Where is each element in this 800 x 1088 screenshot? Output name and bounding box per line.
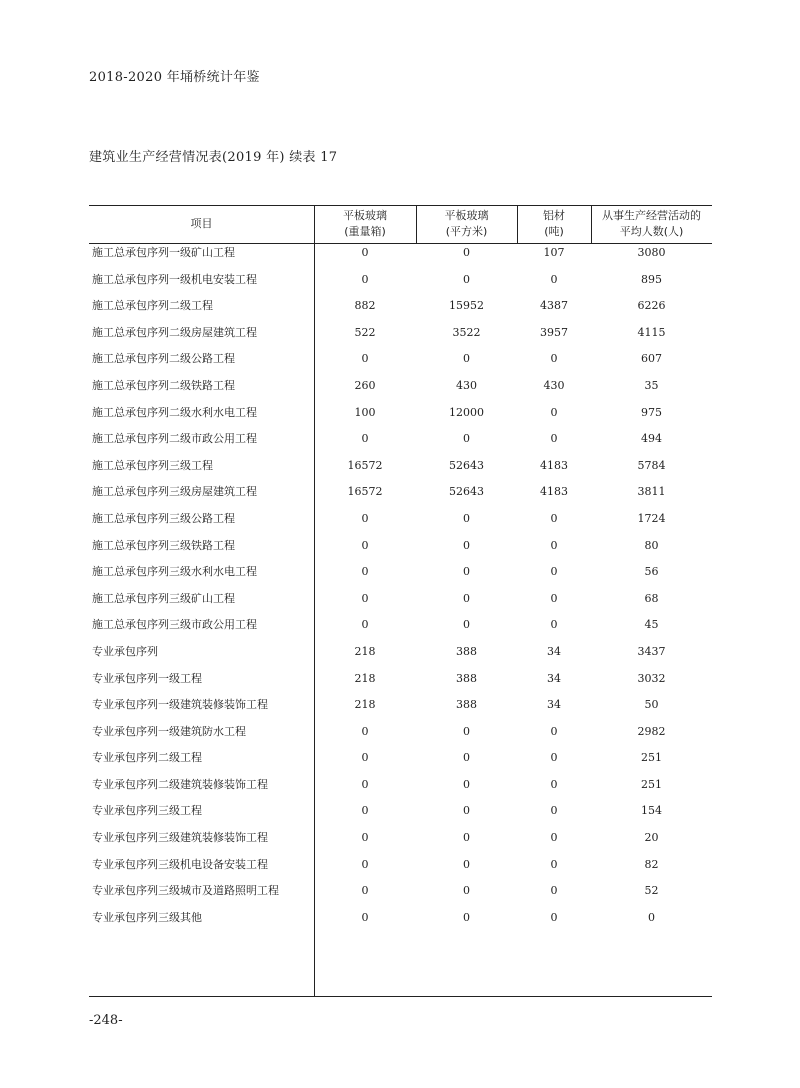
cell-flat-glass-sqm: 388 [456, 644, 477, 658]
cell-flat-glass-boxes: 522 [354, 325, 376, 339]
table-row [89, 562, 712, 589]
cell-flat-glass-sqm: 388 [456, 671, 477, 685]
cell-aluminum-tons: 0 [550, 565, 558, 579]
header-line: 从事生产经营活动的 [602, 209, 701, 222]
cell-aluminum-tons: 4183 [540, 458, 568, 472]
cell-flat-glass-sqm: 0 [463, 246, 470, 259]
row-label: 专业承包序列三级机电设备安装工程 [92, 857, 268, 871]
row-label: 施工总承包序列二级工程 [92, 299, 213, 313]
header-average-employees [591, 205, 712, 243]
cell-aluminum-tons: 430 [543, 378, 565, 392]
cell-flat-glass-boxes: 0 [361, 857, 369, 871]
cell-average-employees: 494 [641, 432, 662, 446]
cell-aluminum-tons: 0 [550, 724, 558, 738]
table-row [89, 482, 712, 509]
cell-flat-glass-boxes: 0 [361, 272, 369, 286]
row-label: 专业承包序列三级其他 [92, 910, 202, 924]
table-row [89, 589, 712, 616]
cell-flat-glass-sqm: 0 [463, 884, 470, 898]
cell-aluminum-tons: 0 [550, 511, 558, 525]
cell-average-employees: 251 [641, 777, 662, 791]
cell-flat-glass-sqm: 0 [463, 804, 470, 818]
header-line: 铝材 [543, 209, 565, 222]
cell-aluminum-tons: 34 [547, 644, 561, 658]
cell-average-employees: 4115 [637, 325, 666, 339]
table-row [89, 403, 712, 430]
cell-average-employees: 52 [644, 884, 659, 898]
row-label: 施工总承包序列三级矿山工程 [92, 591, 235, 605]
row-label: 专业承包序列三级城市及道路照明工程 [92, 884, 279, 898]
cell-average-employees: 3811 [637, 485, 666, 499]
row-label: 专业承包序列三级工程 [92, 804, 202, 818]
cell-flat-glass-sqm: 52643 [449, 485, 484, 499]
cell-average-employees: 0 [648, 910, 655, 924]
cell-flat-glass-sqm: 430 [456, 378, 477, 392]
row-label: 施工总承包序列二级铁路工程 [92, 378, 235, 392]
cell-flat-glass-sqm: 12000 [449, 405, 484, 419]
cell-average-employees: 45 [644, 618, 659, 632]
table-row [89, 296, 712, 323]
cell-average-employees: 80 [644, 538, 659, 552]
cell-flat-glass-sqm: 0 [463, 591, 470, 605]
header-item [89, 205, 314, 243]
cell-flat-glass-sqm: 0 [463, 432, 470, 446]
cell-average-employees: 68 [644, 591, 659, 605]
cell-average-employees: 895 [641, 272, 662, 286]
cell-average-employees: 3437 [637, 644, 666, 658]
row-label: 施工总承包序列三级市政公用工程 [92, 618, 257, 632]
row-label: 施工总承包序列一级机电安装工程 [92, 272, 257, 286]
cell-flat-glass-boxes: 260 [354, 378, 376, 392]
row-label: 施工总承包序列三级房屋建筑工程 [92, 485, 257, 499]
cell-aluminum-tons: 0 [550, 857, 558, 871]
cell-flat-glass-boxes: 0 [361, 591, 369, 605]
cell-average-employees: 2982 [637, 724, 666, 738]
cell-flat-glass-sqm: 0 [463, 618, 470, 632]
cell-flat-glass-sqm: 0 [463, 511, 470, 525]
cell-aluminum-tons: 0 [550, 618, 558, 632]
cell-aluminum-tons: 0 [550, 538, 558, 552]
cell-aluminum-tons: 0 [550, 804, 558, 818]
cell-flat-glass-boxes: 16572 [347, 458, 383, 472]
row-label: 施工总承包序列二级房屋建筑工程 [92, 325, 257, 339]
cell-flat-glass-boxes: 0 [361, 751, 369, 765]
table-row [89, 801, 712, 828]
cell-aluminum-tons: 0 [550, 432, 558, 446]
cell-average-employees: 607 [641, 352, 662, 366]
row-label: 专业承包序列一级建筑防水工程 [92, 724, 246, 738]
table-row [89, 509, 712, 536]
cell-flat-glass-sqm: 52643 [449, 458, 484, 472]
row-label: 专业承包序列 [92, 644, 158, 658]
cell-flat-glass-sqm: 0 [463, 910, 470, 924]
cell-flat-glass-sqm: 0 [463, 831, 470, 845]
cell-average-employees: 3032 [637, 671, 666, 685]
cell-flat-glass-sqm: 0 [463, 352, 470, 366]
table-row [89, 323, 712, 350]
statistics-table [89, 205, 712, 997]
cell-aluminum-tons: 0 [550, 272, 558, 286]
cell-flat-glass-sqm: 0 [463, 538, 470, 552]
table-row [89, 376, 712, 403]
table-row [89, 456, 712, 483]
table-row [89, 775, 712, 802]
cell-flat-glass-boxes: 0 [361, 618, 369, 632]
table-row [89, 748, 712, 775]
cell-flat-glass-boxes: 0 [361, 884, 369, 898]
cell-flat-glass-boxes: 0 [361, 910, 369, 924]
row-label: 专业承包序列二级工程 [92, 751, 202, 765]
row-label: 施工总承包序列三级铁路工程 [92, 538, 235, 552]
page-number: -248- [89, 1013, 123, 1028]
row-label: 专业承包序列三级建筑装修装饰工程 [92, 831, 268, 845]
cell-flat-glass-sqm: 388 [456, 698, 477, 712]
header-line: 平板玻璃 [343, 209, 387, 222]
cell-flat-glass-sqm: 0 [463, 751, 470, 765]
cell-flat-glass-sqm: 0 [463, 565, 470, 579]
table-row [89, 270, 712, 297]
header-unit: (平方米) [445, 225, 488, 238]
row-label: 专业承包序列二级建筑装修装饰工程 [92, 777, 268, 791]
cell-flat-glass-boxes: 0 [361, 538, 369, 552]
cell-flat-glass-boxes: 218 [354, 644, 376, 658]
cell-flat-glass-boxes: 0 [361, 724, 369, 738]
cell-flat-glass-sqm: 15952 [449, 299, 484, 313]
cell-average-employees: 975 [641, 405, 662, 419]
row-label: 施工总承包序列三级工程 [92, 458, 213, 472]
header-aluminum-tons [517, 205, 591, 243]
cell-aluminum-tons: 0 [550, 884, 558, 898]
cell-aluminum-tons: 4183 [540, 485, 568, 499]
cell-aluminum-tons: 0 [550, 751, 558, 765]
table-row [89, 908, 712, 935]
table-row [89, 349, 712, 376]
cell-aluminum-tons: 0 [550, 777, 558, 791]
table-row [89, 669, 712, 696]
cell-flat-glass-boxes: 882 [354, 299, 376, 313]
running-head: 2018-2020 年埇桥统计年鉴 [89, 70, 260, 85]
table-row [89, 855, 712, 882]
row-label: 施工总承包序列二级市政公用工程 [92, 432, 257, 446]
table-row [89, 615, 712, 642]
cell-aluminum-tons: 0 [550, 352, 558, 366]
cell-aluminum-tons: 0 [550, 831, 558, 845]
cell-flat-glass-boxes: 218 [354, 671, 376, 685]
cell-aluminum-tons: 4387 [540, 299, 568, 313]
cell-aluminum-tons: 0 [550, 405, 558, 419]
table-row [89, 881, 712, 908]
cell-average-employees: 35 [644, 378, 659, 392]
table-row [89, 828, 712, 855]
header-line: 平板玻璃 [444, 209, 489, 222]
row-label: 施工总承包序列三级水利水电工程 [92, 565, 257, 579]
cell-flat-glass-boxes: 0 [361, 352, 369, 366]
cell-flat-glass-sqm: 0 [463, 272, 470, 286]
cell-flat-glass-boxes: 0 [361, 831, 369, 845]
cell-average-employees: 154 [641, 804, 662, 818]
header-unit: 平均人数(人) [619, 225, 684, 238]
row-label: 施工总承包序列三级公路工程 [92, 511, 235, 525]
cell-flat-glass-boxes: 0 [361, 777, 369, 791]
table-row [89, 243, 712, 270]
cell-average-employees: 251 [641, 751, 662, 765]
row-label: 施工总承包序列一级矿山工程 [92, 246, 235, 259]
cell-flat-glass-sqm: 0 [463, 857, 470, 871]
header-flat-glass-square-meters [416, 205, 517, 243]
cell-aluminum-tons: 0 [550, 910, 558, 924]
table-row [89, 695, 712, 722]
cell-aluminum-tons: 0 [550, 591, 558, 605]
cell-average-employees: 1724 [637, 511, 666, 525]
cell-average-employees: 50 [644, 698, 659, 712]
cell-average-employees: 3080 [637, 246, 666, 259]
cell-flat-glass-boxes: 0 [361, 432, 369, 446]
cell-average-employees: 20 [644, 831, 659, 845]
row-label: 专业承包序列一级工程 [92, 671, 202, 685]
cell-average-employees: 5784 [637, 458, 666, 472]
cell-flat-glass-sqm: 0 [463, 777, 470, 791]
cell-flat-glass-sqm: 3522 [452, 325, 481, 339]
table-row [89, 429, 712, 456]
row-label: 施工总承包序列二级公路工程 [92, 352, 235, 366]
cell-average-employees: 56 [644, 565, 659, 579]
header-flat-glass-weight-boxes [314, 205, 416, 243]
row-label: 专业承包序列一级建筑装修装饰工程 [92, 698, 268, 712]
cell-flat-glass-boxes: 0 [361, 804, 369, 818]
table-bottom-rule [89, 996, 712, 997]
cell-flat-glass-boxes: 100 [354, 405, 376, 419]
row-label: 施工总承包序列二级水利水电工程 [92, 405, 257, 419]
cell-flat-glass-boxes: 0 [361, 246, 369, 259]
cell-flat-glass-boxes: 16572 [347, 485, 383, 499]
cell-aluminum-tons: 34 [547, 698, 561, 712]
cell-average-employees: 82 [644, 857, 659, 871]
cell-flat-glass-boxes: 218 [354, 698, 376, 712]
cell-aluminum-tons: 107 [543, 246, 565, 259]
table-row [89, 642, 712, 669]
table-title: 建筑业生产经营情况表(2019 年) 续表 17 [89, 150, 338, 165]
cell-flat-glass-sqm: 0 [463, 724, 470, 738]
cell-aluminum-tons: 3957 [540, 325, 568, 339]
table-row [89, 722, 712, 749]
header-item-label: 项目 [190, 217, 213, 230]
table-row [89, 536, 712, 563]
cell-aluminum-tons: 34 [547, 671, 561, 685]
cell-flat-glass-boxes: 0 [361, 565, 369, 579]
header-unit: (重量箱) [344, 225, 386, 238]
header-unit: (吨) [544, 225, 564, 238]
cell-average-employees: 6226 [637, 299, 666, 313]
cell-flat-glass-boxes: 0 [361, 511, 369, 525]
table-body [89, 243, 712, 934]
